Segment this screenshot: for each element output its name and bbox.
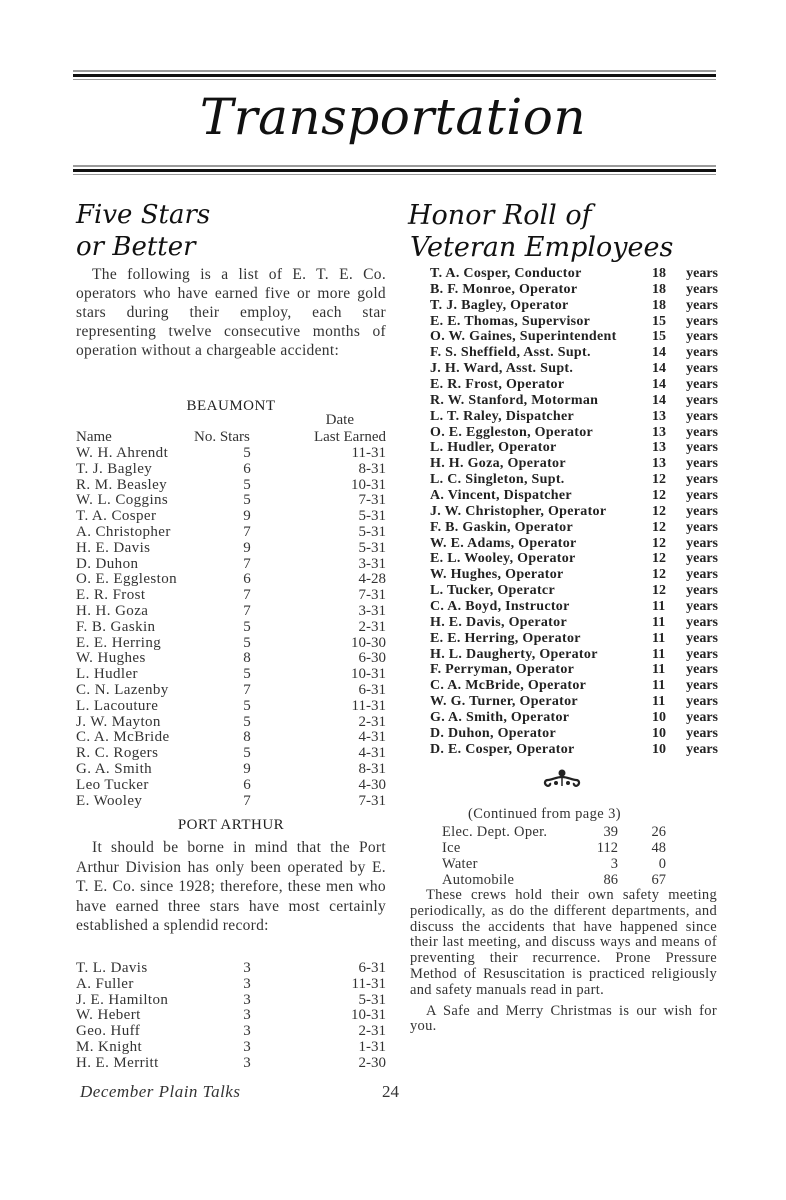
honor-roll-heading-line2: Veteran Employees bbox=[410, 232, 674, 263]
cell-stars: 7 bbox=[243, 602, 251, 619]
cell-stars: 6 bbox=[243, 460, 251, 477]
cell-stars: 5 bbox=[243, 492, 251, 509]
cell-v1: 3 bbox=[610, 856, 618, 872]
title-bottom-rule bbox=[73, 165, 716, 175]
cell-date: 4-30 bbox=[358, 776, 386, 793]
cell-name: H. E. Davis bbox=[76, 539, 151, 556]
years-unit: years bbox=[686, 472, 718, 488]
col-date-line2: Last Earned bbox=[313, 429, 386, 445]
intro-paragraph: The following is a list of E. T. E. Co. operators who have earned five or more gold stars during their employ, each star representing twelve consecutive months of operation without a chargeable accident: bbox=[76, 266, 386, 359]
cell-v1: 112 bbox=[596, 840, 618, 856]
years-unit: years bbox=[686, 519, 718, 535]
cell-date: 11-31 bbox=[351, 975, 386, 992]
employee-name-title: D. E. Cosper, Operator bbox=[430, 741, 575, 757]
cell-stars: 8 bbox=[243, 729, 251, 746]
cell-date: 10-30 bbox=[351, 634, 386, 651]
port-arthur-heading: PORT ARTHUR bbox=[177, 817, 285, 833]
cell-v2: 48 bbox=[651, 840, 666, 856]
years-count: 18 bbox=[652, 297, 666, 313]
cell-date: 3-31 bbox=[358, 602, 386, 619]
cell-name: W. Hebert bbox=[76, 1007, 141, 1024]
cell-v1: 86 bbox=[603, 872, 618, 888]
cell-v2: 67 bbox=[651, 872, 666, 888]
cell-stars: 5 bbox=[243, 476, 251, 493]
table-row bbox=[76, 667, 386, 683]
employee-name-title: W. Hughes, Operator bbox=[430, 567, 564, 583]
honor-roll-item bbox=[430, 742, 718, 758]
years-unit: years bbox=[686, 599, 718, 615]
honor-roll-item bbox=[430, 662, 718, 678]
cell-name: E. Wooley bbox=[76, 792, 143, 809]
honor-roll-item bbox=[430, 282, 718, 298]
beaumont-table bbox=[76, 446, 386, 809]
employee-name-title: C. A. McBride, Operator bbox=[430, 678, 587, 694]
years-unit: years bbox=[686, 329, 718, 345]
years-unit: years bbox=[686, 551, 718, 567]
cell-name: A. Fuller bbox=[76, 975, 134, 992]
honor-roll-item bbox=[430, 266, 718, 282]
years-count: 13 bbox=[652, 456, 666, 472]
honor-roll-item bbox=[430, 361, 718, 377]
years-unit: years bbox=[686, 424, 718, 440]
years-unit: years bbox=[686, 297, 718, 313]
cell-name: C. N. Lazenby bbox=[76, 681, 169, 698]
table-row bbox=[76, 525, 386, 541]
cell-name: Geo. Huff bbox=[76, 1023, 141, 1040]
table-row bbox=[76, 1008, 386, 1024]
years-count: 12 bbox=[652, 503, 666, 519]
years-unit: years bbox=[686, 456, 718, 472]
employee-name-title: E. E. Thomas, Supervisor bbox=[430, 313, 591, 329]
page-number: 24 bbox=[382, 1082, 399, 1101]
cell-date: 3-31 bbox=[358, 555, 386, 572]
employee-name-title: W. G. Turner, Operator bbox=[430, 694, 578, 710]
employee-name-title: J. W. Christopher, Operator bbox=[430, 503, 607, 519]
cell-v1: 39 bbox=[603, 824, 618, 840]
table-row bbox=[76, 1040, 386, 1056]
employee-name-title: F. Perryman, Operator bbox=[430, 662, 575, 678]
years-count: 10 bbox=[652, 741, 666, 757]
employee-name-title: E. L. Wooley, Operator bbox=[430, 551, 576, 567]
ornament-icon bbox=[542, 768, 582, 790]
table-row bbox=[76, 651, 386, 667]
years-count: 12 bbox=[652, 551, 666, 567]
years-count: 15 bbox=[652, 329, 666, 345]
table-row bbox=[76, 746, 386, 762]
years-unit: years bbox=[686, 535, 718, 551]
years-count: 18 bbox=[652, 281, 666, 297]
cell-date: 4-31 bbox=[358, 729, 386, 746]
cell-stars: 7 bbox=[243, 555, 251, 572]
cell-stars: 9 bbox=[243, 760, 251, 777]
table-row bbox=[76, 493, 386, 509]
honor-roll-item bbox=[430, 377, 718, 393]
honor-roll-item bbox=[430, 345, 718, 361]
years-unit: years bbox=[686, 678, 718, 694]
cell-label: Automobile bbox=[442, 872, 515, 888]
cell-stars: 5 bbox=[243, 634, 251, 651]
employee-name-title: T. A. Cosper, Conductor bbox=[430, 266, 582, 281]
table-row bbox=[76, 557, 386, 573]
cell-stars: 7 bbox=[243, 587, 251, 604]
cell-stars: 6 bbox=[243, 571, 251, 588]
col-name: Name bbox=[76, 429, 112, 445]
cell-date: 8-31 bbox=[358, 760, 386, 777]
cell-stars: 3 bbox=[243, 1023, 251, 1040]
honor-roll-item bbox=[430, 551, 718, 567]
employee-name-title: L. Tucker, Operatcr bbox=[430, 583, 555, 599]
cell-stars: 5 bbox=[243, 666, 251, 683]
employee-name-title: L. Hudler, Operator bbox=[430, 440, 557, 456]
honor-roll-item bbox=[430, 425, 718, 441]
cell-stars: 6 bbox=[243, 776, 251, 793]
table-row bbox=[76, 1056, 386, 1072]
years-count: 11 bbox=[652, 599, 666, 615]
cell-stars: 3 bbox=[243, 1007, 251, 1024]
cell-name: T. A. Cosper bbox=[76, 508, 157, 525]
table-row bbox=[76, 620, 386, 636]
honor-roll-item bbox=[430, 536, 718, 552]
honor-roll-item bbox=[430, 329, 718, 345]
cell-name: A. Christopher bbox=[76, 523, 171, 540]
cell-stars: 3 bbox=[243, 1038, 251, 1055]
five-stars-intro bbox=[76, 265, 386, 360]
years-count: 11 bbox=[652, 662, 666, 678]
years-count: 14 bbox=[652, 392, 666, 408]
col-date-line1: Date bbox=[325, 412, 354, 428]
years-count: 14 bbox=[652, 361, 666, 377]
cell-date: 2-30 bbox=[358, 1054, 386, 1071]
years-unit: years bbox=[686, 503, 718, 519]
years-count: 13 bbox=[652, 408, 666, 424]
years-unit: years bbox=[686, 392, 718, 408]
cell-date: 2-31 bbox=[358, 713, 386, 730]
table-row bbox=[76, 604, 386, 620]
cell-date: 1-31 bbox=[358, 1038, 386, 1055]
cell-date: 2-31 bbox=[358, 618, 386, 635]
years-count: 12 bbox=[652, 567, 666, 583]
years-count: 11 bbox=[652, 678, 666, 694]
cell-stars: 5 bbox=[243, 697, 251, 714]
cell-date: 10-31 bbox=[351, 1007, 386, 1024]
cell-name: J. W. Mayton bbox=[76, 713, 161, 730]
cell-v2: 26 bbox=[651, 824, 666, 840]
years-count: 12 bbox=[652, 583, 666, 599]
cell-name: W. H. Ahrendt bbox=[76, 445, 169, 461]
table-row bbox=[76, 462, 386, 478]
table-row bbox=[76, 715, 386, 731]
table-row bbox=[76, 509, 386, 525]
table-row bbox=[76, 977, 386, 993]
years-count: 12 bbox=[652, 535, 666, 551]
employee-name-title: F. S. Sheffield, Asst. Supt. bbox=[430, 345, 591, 361]
table-row bbox=[76, 683, 386, 699]
cell-date: 10-31 bbox=[351, 666, 386, 683]
continued-text bbox=[410, 888, 717, 1040]
honor-roll-item bbox=[430, 488, 718, 504]
employee-name-title: W. E. Adams, Operator bbox=[430, 535, 577, 551]
honor-roll-item bbox=[430, 520, 718, 536]
years-count: 11 bbox=[652, 614, 666, 630]
cell-name: L. Lacouture bbox=[76, 697, 159, 714]
employee-name-title: O. E. Eggleston, Operator bbox=[430, 424, 594, 440]
honor-roll-item bbox=[430, 583, 718, 599]
years-unit: years bbox=[686, 725, 718, 741]
cell-name: Leo Tucker bbox=[76, 776, 149, 793]
cell-date: 7-31 bbox=[358, 792, 386, 809]
years-count: 10 bbox=[652, 725, 666, 741]
cell-name: O. E. Eggleston bbox=[76, 571, 177, 588]
cell-stars: 7 bbox=[243, 681, 251, 698]
table-row bbox=[76, 572, 386, 588]
cell-date: 8-31 bbox=[358, 460, 386, 477]
years-unit: years bbox=[686, 662, 718, 678]
cell-name: W. Hughes bbox=[76, 650, 146, 667]
years-count: 13 bbox=[652, 440, 666, 456]
employee-name-title: R. W. Stanford, Motorman bbox=[430, 392, 599, 408]
years-unit: years bbox=[686, 377, 718, 393]
cell-name: L. Hudler bbox=[76, 666, 138, 683]
cell-date: 10-31 bbox=[351, 476, 386, 493]
table-row bbox=[76, 588, 386, 604]
employee-name-title: E. R. Frost, Operator bbox=[430, 377, 565, 393]
years-unit: years bbox=[686, 313, 718, 329]
cell-name: G. A. Smith bbox=[76, 760, 153, 777]
cell-stars: 7 bbox=[243, 523, 251, 540]
cell-stars: 3 bbox=[243, 1054, 251, 1071]
years-unit: years bbox=[686, 567, 718, 583]
cell-name: H. H. Goza bbox=[76, 602, 149, 619]
cell-date: 7-31 bbox=[358, 587, 386, 604]
cell-stars: 3 bbox=[243, 960, 251, 976]
cell-label: Elec. Dept. Oper. bbox=[442, 824, 548, 840]
honor-roll-item bbox=[430, 504, 718, 520]
years-count: 11 bbox=[652, 630, 666, 646]
years-unit: years bbox=[686, 694, 718, 710]
cell-date: 5-31 bbox=[358, 539, 386, 556]
honor-roll-item bbox=[430, 631, 718, 647]
years-count: 11 bbox=[652, 646, 666, 662]
port-arthur-text bbox=[76, 838, 386, 936]
honor-roll-item bbox=[430, 409, 718, 425]
employee-name-title: F. B. Gaskin, Operator bbox=[430, 519, 573, 535]
cell-stars: 5 bbox=[243, 713, 251, 730]
christmas-wish-paragraph: A Safe and Merry Christmas is our wish for you. bbox=[410, 1002, 717, 1035]
honor-roll-item bbox=[430, 298, 718, 314]
years-unit: years bbox=[686, 630, 718, 646]
cell-v2: 0 bbox=[658, 856, 666, 872]
years-unit: years bbox=[686, 361, 718, 377]
cell-stars: 5 bbox=[243, 745, 251, 762]
honor-roll-item bbox=[430, 694, 718, 710]
cell-name: M. Knight bbox=[76, 1038, 143, 1055]
years-count: 18 bbox=[652, 266, 666, 281]
cell-date: 4-31 bbox=[358, 745, 386, 762]
honor-roll-item bbox=[430, 678, 718, 694]
employee-name-title: C. A. Boyd, Instructor bbox=[430, 599, 570, 615]
cell-name: F. B. Gaskin bbox=[76, 618, 156, 635]
cell-name: E. E. Herring bbox=[76, 634, 162, 651]
table-row bbox=[76, 993, 386, 1009]
table-row bbox=[76, 446, 386, 462]
cell-stars: 8 bbox=[243, 650, 251, 667]
continued-row bbox=[442, 872, 692, 888]
honor-roll-item bbox=[430, 456, 718, 472]
years-unit: years bbox=[686, 614, 718, 630]
footer-publication: December Plain Talks bbox=[80, 1082, 241, 1101]
honor-roll-heading-line1: Honor Roll of bbox=[408, 200, 592, 231]
cell-name: J. E. Hamilton bbox=[76, 991, 169, 1008]
cell-date: 5-31 bbox=[358, 508, 386, 525]
table-row bbox=[76, 961, 386, 977]
employee-name-title: H. H. Goza, Operator bbox=[430, 456, 566, 472]
honor-roll-item bbox=[430, 710, 718, 726]
cell-name: W. L. Coggins bbox=[76, 492, 169, 509]
cell-date: 6-31 bbox=[358, 960, 386, 976]
port-arthur-table bbox=[76, 961, 386, 1072]
employee-name-title: B. F. Monroe, Operator bbox=[430, 281, 578, 297]
honor-roll-item bbox=[430, 567, 718, 583]
honor-roll-item bbox=[430, 472, 718, 488]
five-stars-heading-line1: Five Stars bbox=[76, 200, 211, 230]
years-count: 10 bbox=[652, 710, 666, 726]
cell-name: R. C. Rogers bbox=[76, 745, 159, 762]
table-row bbox=[76, 541, 386, 557]
honor-roll-item bbox=[430, 615, 718, 631]
cell-name: T. L. Davis bbox=[76, 960, 148, 976]
cell-date: 5-31 bbox=[358, 991, 386, 1008]
continued-row bbox=[442, 824, 692, 840]
cell-date: 4-28 bbox=[358, 571, 386, 588]
table-row bbox=[76, 636, 386, 652]
cell-label: Ice bbox=[442, 840, 461, 856]
employee-name-title: L. C. Singleton, Supt. bbox=[430, 472, 565, 488]
cell-date: 6-31 bbox=[358, 681, 386, 698]
cell-name: R. M. Beasley bbox=[76, 476, 168, 493]
cell-stars: 3 bbox=[243, 975, 251, 992]
years-unit: years bbox=[686, 345, 718, 361]
cell-name: H. E. Merritt bbox=[76, 1054, 159, 1071]
years-unit: years bbox=[686, 741, 718, 757]
honor-roll-item bbox=[430, 726, 718, 742]
employee-name-title: G. A. Smith, Operator bbox=[430, 710, 570, 726]
years-unit: years bbox=[686, 488, 718, 504]
years-unit: years bbox=[686, 440, 718, 456]
employee-name-title: J. H. Ward, Asst. Supt. bbox=[430, 361, 574, 377]
years-count: 15 bbox=[652, 313, 666, 329]
years-unit: years bbox=[686, 646, 718, 662]
cell-stars: 7 bbox=[243, 792, 251, 809]
years-count: 12 bbox=[652, 472, 666, 488]
years-unit: years bbox=[686, 281, 718, 297]
five-stars-heading-line2: or Better bbox=[76, 232, 196, 262]
employee-name-title: A. Vincent, Dispatcher bbox=[430, 488, 572, 504]
years-count: 12 bbox=[652, 519, 666, 535]
cell-stars: 5 bbox=[243, 445, 251, 461]
continued-heading: (Continued from page 3) bbox=[468, 806, 621, 822]
table-row bbox=[76, 778, 386, 794]
honor-roll-item bbox=[430, 440, 718, 456]
years-count: 14 bbox=[652, 345, 666, 361]
table-row bbox=[76, 794, 386, 810]
table-row bbox=[76, 1024, 386, 1040]
honor-roll-list bbox=[430, 266, 718, 758]
honor-roll-item bbox=[430, 393, 718, 409]
beaumont-heading: BEAUMONT bbox=[186, 398, 276, 414]
employee-name-title: E. E. Herring, Operator bbox=[430, 630, 581, 646]
employee-name-title: H. E. Davis, Operator bbox=[430, 614, 567, 630]
continued-row bbox=[442, 856, 692, 872]
years-unit: years bbox=[686, 710, 718, 726]
employee-name-title: D. Duhon, Operator bbox=[430, 725, 556, 741]
cell-date: 2-31 bbox=[358, 1023, 386, 1040]
years-count: 14 bbox=[652, 377, 666, 393]
employee-name-title: O. W. Gaines, Superintendent bbox=[430, 329, 617, 345]
table-row bbox=[76, 762, 386, 778]
port-arthur-paragraph: It should be borne in mind that the Port Arthur Division has only been operated by E. T. E. Co. since 1928; therefore, these men who have earned three stars have most certainly established a splendid record: bbox=[76, 839, 386, 934]
table-row bbox=[76, 478, 386, 494]
safety-meeting-paragraph: These crews hold their own safety meeting periodically, as do the different departments, and discuss the accidents that have happened since their last meeting, and discuss ways and means of preventing their recurrence. Prone Pressure Method of Resuscitation is practiced religiously and safety manuals read in part. bbox=[410, 887, 717, 998]
cell-stars: 3 bbox=[243, 991, 251, 1008]
years-unit: years bbox=[686, 408, 718, 424]
honor-roll-item bbox=[430, 599, 718, 615]
cell-date: 6-30 bbox=[358, 650, 386, 667]
years-unit: years bbox=[686, 266, 718, 281]
years-count: 12 bbox=[652, 488, 666, 504]
page-title: Transportation bbox=[199, 88, 587, 146]
employee-name-title: H. L. Daugherty, Operator bbox=[430, 646, 598, 662]
table-row bbox=[76, 730, 386, 746]
table-row bbox=[76, 699, 386, 715]
cell-name: E. R. Frost bbox=[76, 587, 146, 604]
cell-label: Water bbox=[442, 856, 478, 872]
top-rule bbox=[73, 70, 716, 80]
col-stars: No. Stars bbox=[194, 429, 250, 445]
years-count: 11 bbox=[652, 694, 666, 710]
employee-name-title: T. J. Bagley, Operator bbox=[430, 297, 569, 313]
cell-name: D. Duhon bbox=[76, 555, 139, 572]
cell-date: 11-31 bbox=[351, 697, 386, 714]
cell-name: T. J. Bagley bbox=[76, 460, 153, 477]
cell-date: 7-31 bbox=[358, 492, 386, 509]
years-count: 13 bbox=[652, 424, 666, 440]
cell-stars: 5 bbox=[243, 618, 251, 635]
continued-row bbox=[442, 840, 692, 856]
honor-roll-item bbox=[430, 647, 718, 663]
cell-stars: 9 bbox=[243, 539, 251, 556]
cell-date: 11-31 bbox=[351, 445, 386, 461]
cell-name: C. A. McBride bbox=[76, 729, 170, 746]
years-unit: years bbox=[686, 583, 718, 599]
employee-name-title: L. T. Raley, Dispatcher bbox=[430, 408, 575, 424]
honor-roll-item bbox=[430, 314, 718, 330]
cell-date: 5-31 bbox=[358, 523, 386, 540]
continued-table bbox=[442, 824, 692, 888]
cell-stars: 9 bbox=[243, 508, 251, 525]
